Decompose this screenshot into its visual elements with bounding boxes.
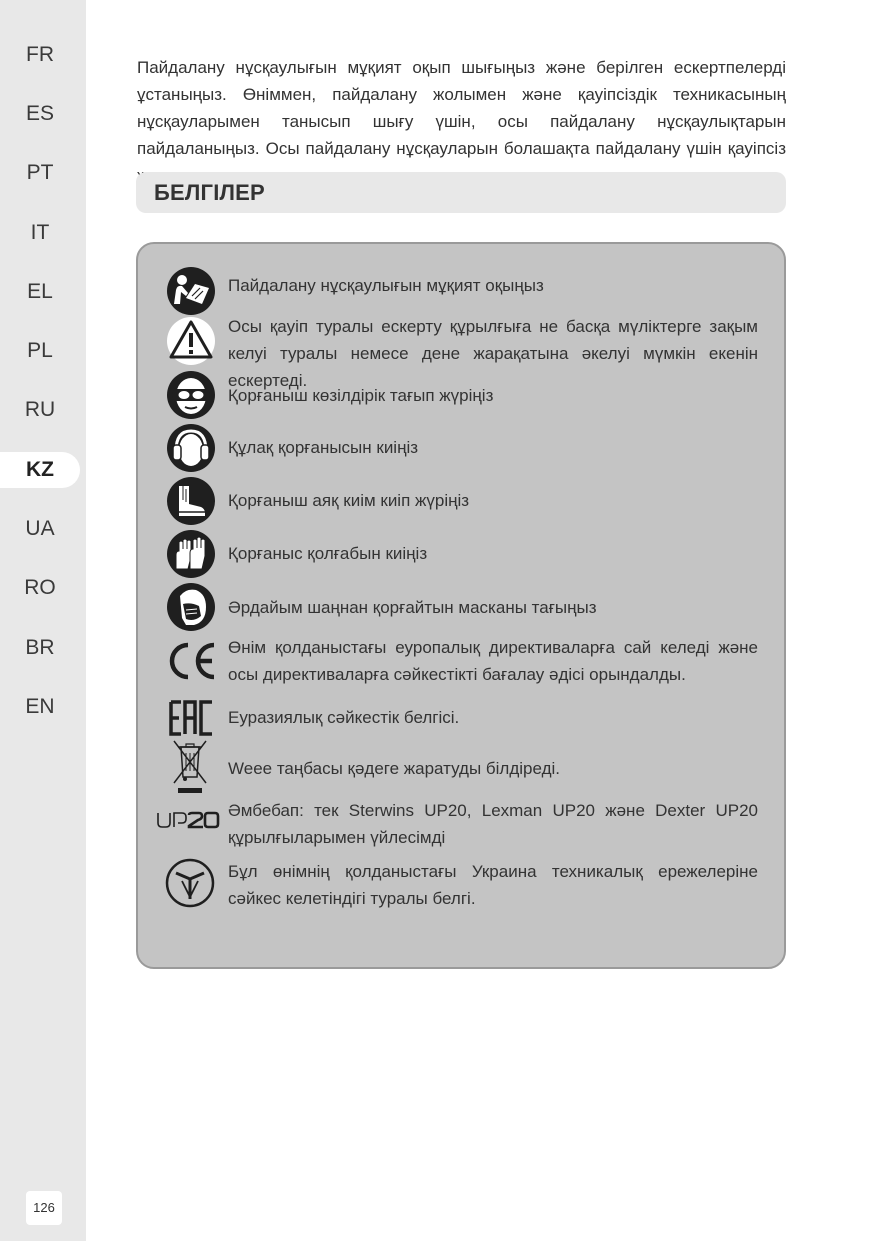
safety-goggles-icon (166, 370, 216, 420)
lang-tab-pt[interactable]: PT (26, 161, 54, 184)
symbol-text: Қорғаныс қолғабын киіңіз (228, 544, 428, 563)
symbol-text: Weee таңбасы қәдеге жаратуды білдіреді. (228, 759, 560, 778)
symbol-text: Осы қауіп туралы ескерту құрылғыға не басқа мүліктерге зақым келуі туралы немесе дене жарақатына әкелуі мүмкін екенін ескертеді. (228, 317, 758, 390)
language-sidebar (0, 0, 86, 1241)
symbol-text: Өнім қолданыстағы еуропалық директиваларға сай келеді және осы директиваларға сәйкестікті бағалау әдісі орындалды. (228, 638, 758, 684)
eac-mark-icon (168, 700, 216, 736)
symbol-text: Бұл өнімнің қолданыстағы Украина техникалық ережелеріне сәйкес келетіндігі туралы белгі. (228, 862, 758, 908)
symbol-text: Құлақ қорғанысын киіңіз (228, 438, 419, 457)
warning-triangle-icon (166, 316, 216, 366)
symbols-panel (136, 242, 786, 969)
lang-tab-en[interactable]: EN (25, 695, 55, 718)
lang-tab-br[interactable]: BR (25, 636, 55, 659)
symbol-text: Қорғаныш көзілдірік тағып жүріңіз (228, 386, 494, 405)
section-title: БЕЛГІЛЕР (154, 180, 265, 205)
lang-tab-ua[interactable]: UA (25, 517, 55, 540)
section-header (136, 172, 786, 213)
ear-protection-icon (166, 423, 216, 473)
intro-paragraph: Пайдалану нұсқаулығын мұқият оқып шығыңыз және берілген ескертпелерді ұстаныңыз. Өніммен, пайдалану жолымен және қауіпсіздік техникасының нұсқауларымен танысып шығу үшін, осы пайдалану нұсқаулықтарын пайдаланыңыз. Осы пайдалану нұсқауларын болашақта пайдалану үшін қауіпсіз (137, 58, 786, 158)
lang-tab-fr[interactable]: FR (26, 43, 54, 66)
page-number: 126 (26, 1191, 62, 1225)
safety-boots-icon (166, 476, 216, 526)
symbol-text: Әрдайым шаңнан қорғайтын масканы тағыңыз (228, 598, 597, 617)
up20-logo-icon (156, 809, 220, 831)
lang-tab-el[interactable]: EL (27, 280, 53, 303)
lang-tab-ro[interactable]: RO (24, 576, 56, 599)
symbol-text: Әмбебап: тек Sterwins UP20, Lexman UP20 және Dexter UP20 құрылғыларымен үйлесімді (228, 801, 758, 847)
read-manual-icon (166, 266, 216, 316)
symbol-text: Пайдалану нұсқаулығын мұқият оқыңыз (228, 276, 544, 295)
ce-mark-icon (164, 641, 218, 691)
symbol-text: Қорғаныш аяқ киім киіп жүріңіз (228, 491, 470, 510)
symbol-text: Еуразиялық сәйкестік белгісі. (228, 708, 460, 727)
lang-tab-pl[interactable]: PL (27, 339, 53, 362)
lang-tab-es[interactable]: ES (25, 102, 54, 125)
weee-bin-icon (170, 739, 210, 795)
gloves-icon (166, 529, 216, 579)
dust-mask-icon (166, 582, 216, 632)
lang-tab-kz[interactable]: KZ (0, 452, 80, 488)
lang-tab-ru[interactable]: RU (24, 398, 56, 421)
ukraine-conformity-icon (164, 857, 216, 909)
lang-tab-it[interactable]: IT (30, 221, 50, 244)
